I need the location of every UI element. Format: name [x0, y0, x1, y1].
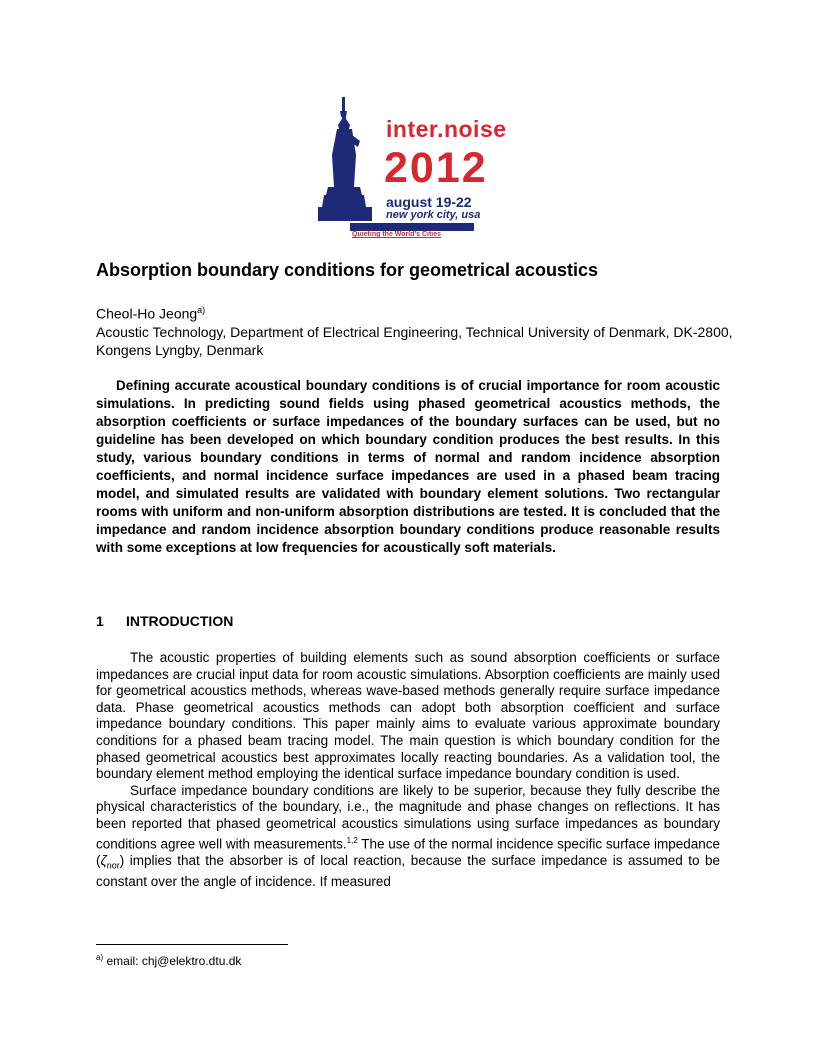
footnote-rule: [96, 944, 288, 945]
paragraph-1: The acoustic properties of building elements such as sound absorption coefficients or surface impedances are crucial input data for room acoustic simulations. Absorption coefficients are mainly used for geometrical acoustics methods, whereas wave-based methods generally require surface impedance data. Phase geometrical acoustics methods can adopt both absorption coefficient and surface impedance boundary conditions. This paper mainly aims to evaluate various approximate boundary conditions for a phased beam tracing model. The main question is which boundary condition for the phased geometrical acoustics best approximates locally reacting boundaries. As a validation tool, the boundary element method employing the identical surface impedance boundary condition is used.: [96, 650, 720, 782]
section-number: 1: [96, 613, 104, 629]
logo-name: inter.noise: [386, 116, 507, 142]
paragraph-2: [96, 783, 720, 891]
logo-tagline: Quieting the World's Cities: [352, 231, 442, 238]
logo-city: new york city, usa: [386, 209, 481, 221]
paper-title: Absorption boundary conditions for geometrical acoustics: [96, 260, 599, 280]
body-text: [96, 650, 720, 891]
zeta-symbol: ζ: [100, 852, 107, 868]
footnote: [96, 953, 241, 968]
affiliation: Acoustic Technology, Department of Electrical Engineering, Technical University of Denmark, DK-2800, Kongens Lyngby, Denmark: [96, 324, 733, 358]
zeta-subscript: nor: [106, 860, 120, 871]
statue-of-liberty-icon: [316, 95, 380, 225]
logo-year: 2012: [384, 144, 488, 192]
footnote-email: email: chj@elektro.dtu.dk: [106, 954, 242, 968]
logo-dates: august 19-22: [386, 194, 472, 210]
reference-citation: 1,2: [346, 835, 358, 845]
footnote-mark: a): [96, 953, 104, 962]
paragraph-2-part-2: The use of the normal incidence specific surface impedance (: [96, 836, 720, 868]
paragraph-2-part-3: ) implies that the absorber is of local reaction, because the surface impedance is assumed to be constant over the angle of incidence. If measured: [96, 852, 720, 889]
abstract: Defining accurate acoustical boundary conditions is of crucial importance for room acoustic simulations. In predicting sound fields using phased geometrical acoustics methods, the absorption coefficients or surface impedances of the boundary surfaces can be used, but no guideline has been developed on which boundary condition produces the best results. In this study, various boundary conditions in terms of normal and random incidence absorption coefficients, and normal incidence surface impedances are used in a phased beam tracing model, and simulated results are validated with boundary element solutions. Two rectangular rooms with uniform and non-uniform absorption distributions are tested. It is concluded that the impedance and random incidence absorption boundary conditions produce reasonable results with some exceptions at low frequencies for acoustically soft materials.: [96, 378, 720, 555]
author-name: Cheol-Ho Jeong: [96, 305, 198, 322]
author: [96, 305, 205, 322]
section-heading: [96, 613, 233, 629]
logo-band: [350, 223, 474, 231]
author-footnote-mark: a): [197, 305, 206, 315]
section-title: INTRODUCTION: [126, 613, 234, 629]
conference-logo: [316, 95, 506, 247]
paragraph-2-part-1: Surface impedance boundary conditions are likely to be superior, because they fully describe the physical characteristics of the boundary, i.e., the magnitude and phase changes on reflections. It has been reported that phased geometrical acoustics simulations using surface impedances as boundary conditions agree well with measurements.: [96, 782, 720, 852]
